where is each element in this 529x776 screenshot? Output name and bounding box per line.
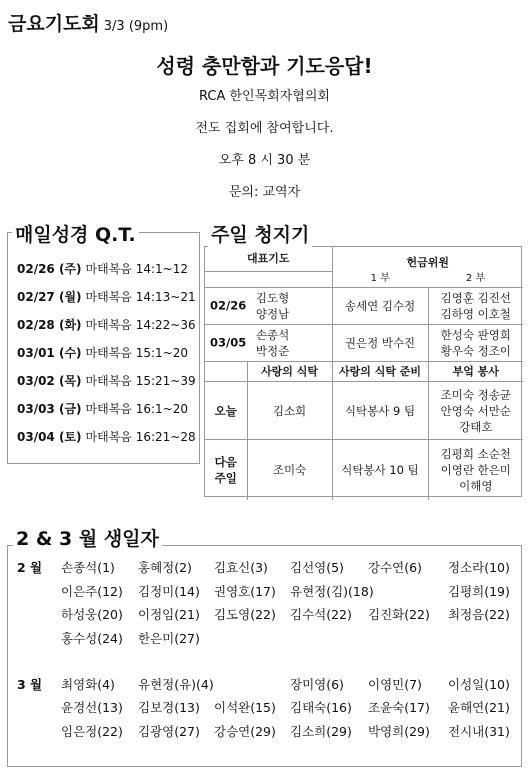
row-label: 오늘 [205,382,247,440]
row-date: 02/26 [210,298,247,313]
birthday-entry: 김보경(13) [138,700,200,715]
birthday-entry: 전시내(31) [448,724,510,739]
qt-passage: 마태복음 14:13~21 [85,290,196,304]
birthday-entry: 김도영(22) [214,607,276,622]
birthday-entry: 임은정(22) [61,724,123,739]
part1-names: 송세연 김수정 [332,288,428,325]
qt-date: 02/26 (주) [17,262,82,276]
birthday-entry: 윤해연(21) [448,700,510,715]
birthday-entry: 윤경선(13) [61,700,123,715]
table-row [205,288,332,325]
qt-date: 03/02 (목) [17,374,82,388]
meeting-line: 문의: 교역자 [228,185,301,200]
birthday-entry: 김효신(3) [214,560,268,575]
sunday-steward-title: 주일 청지기 [208,220,312,247]
birthday-entry: 김진화(22) [368,607,430,622]
table-row [205,325,332,362]
birthday-entry: 홍혜정(2) [138,560,192,575]
meeting-line: RCA 한인목회자협의회 [199,89,330,104]
qt-row [17,260,188,277]
birthday-entry: 이성일(10) [448,677,510,692]
birthday-entry: 이정임(21) [138,607,200,622]
prayer-names: 손종석 박정준 [255,328,290,358]
part2-names: 김영훈 김진선 김하영 이호철 [428,288,523,325]
qt-row [17,428,196,445]
kitchen-header: 부엌 봉사 [428,362,523,382]
qt-row [17,288,196,305]
qt-date: 02/28 (화) [17,318,82,332]
birthday-entry: 손종석(1) [61,560,115,575]
qt-row [17,344,188,361]
love-table-header: 사랑의 식탁 [247,362,332,382]
love-prep-team: 식탁봉사 10 팀 [332,440,428,500]
part1-names: 권은정 박수진 [332,325,428,362]
birthday-entry: 유현정(김)(18) [290,584,374,599]
birthday-entry: 정소라(10) [448,560,510,575]
kitchen-names: 김평희 소순천 이영란 한은미 이해영 [428,440,523,500]
meeting-title: 성령 충만함과 기도응답! [156,54,373,78]
qt-passage: 마태복음 14:22~36 [85,318,196,332]
part2-header: 2 부 [428,271,523,288]
birthday-entry: 최영화(4) [61,677,115,692]
birthday-entry: 강수연(6) [368,560,422,575]
sunday-steward-box [204,246,522,497]
birthday-entry: 강승연(29) [214,724,276,739]
birthday-entry: 이은주(12) [61,584,123,599]
page-title: 금요기도회 [8,13,100,35]
meeting-line: 오후 8 시 30 분 [218,153,311,168]
month-label: 3 월 [17,677,43,692]
birthday-box [7,545,522,767]
qt-date: 02/27 (월) [17,290,82,304]
qt-date: 03/04 (토) [17,430,82,444]
meeting-line: 전도 집회에 참여합니다. [195,121,334,136]
love-prep-header: 사랑의 식탁 준비 [332,362,428,382]
birthday-entry: 김태숙(16) [290,700,352,715]
qt-row [17,316,196,333]
qt-row [17,400,188,417]
qt-passage: 마태복음 15:21~39 [85,374,196,388]
birthday-entry: 권영호(17) [214,584,276,599]
birthday-entry: 홍수성(24) [61,631,123,646]
birthday-entry: 이영민(7) [368,677,422,692]
birthday-entry: 장미영(6) [290,677,344,692]
birthday-entry: 유현정(유)(4) [138,677,214,692]
sunday-steward-table [205,247,523,500]
prayer-names: 김도형 양정남 [255,291,290,321]
birthday-entry: 김정미(14) [138,584,200,599]
part2-names: 한성숙 판영희 황우숙 정조이 [428,325,523,362]
qt-title: 매일성경 Q.T. [12,220,139,247]
birthday-entry: 박영희(29) [368,724,430,739]
qt-date: 03/03 (금) [17,402,82,416]
love-prep-team: 식탁봉사 9 팀 [332,382,428,440]
birthday-entry: 김광영(27) [138,724,200,739]
birthday-entry: 김선영(5) [290,560,344,575]
love-table-name: 조미숙 [247,440,332,500]
love-table-name: 김소희 [247,382,332,440]
birthday-entry: 한은미(27) [138,631,200,646]
offering-header: 헌금위원 [332,247,523,271]
qt-passage: 마태복음 15:1~20 [85,346,188,360]
birthday-entry: 김평희(19) [448,584,510,599]
qt-box [7,232,200,464]
meeting-date: 3/3 (9pm) [103,19,169,34]
qt-row [17,372,196,389]
birthday-entry: 최정음(22) [448,607,510,622]
birthday-title: 2 & 3 월 생일자 [13,524,162,551]
qt-passage: 마태복음 14:1~12 [85,262,188,276]
month-label: 2 월 [17,560,43,575]
birthday-entry: 김수석(22) [290,607,352,622]
prayer-header: 대표기도 [205,247,332,271]
page-header [8,9,168,36]
row-date: 03/05 [210,335,247,350]
birthday-entry: 하성웅(20) [61,607,123,622]
part1-header: 1 부 [332,271,428,288]
birthday-entry: 이석완(15) [214,700,276,715]
qt-passage: 마태복음 16:21~28 [85,430,196,444]
birthday-entry: 조윤숙(17) [368,700,430,715]
kitchen-names: 조미숙 정송균 안영숙 서만순 강태호 [428,382,523,440]
birthday-entry: 김소희(29) [290,724,352,739]
qt-passage: 마태복음 16:1~20 [85,402,188,416]
row-label: 다음 주일 [205,440,247,500]
qt-date: 03/01 (수) [17,346,82,360]
